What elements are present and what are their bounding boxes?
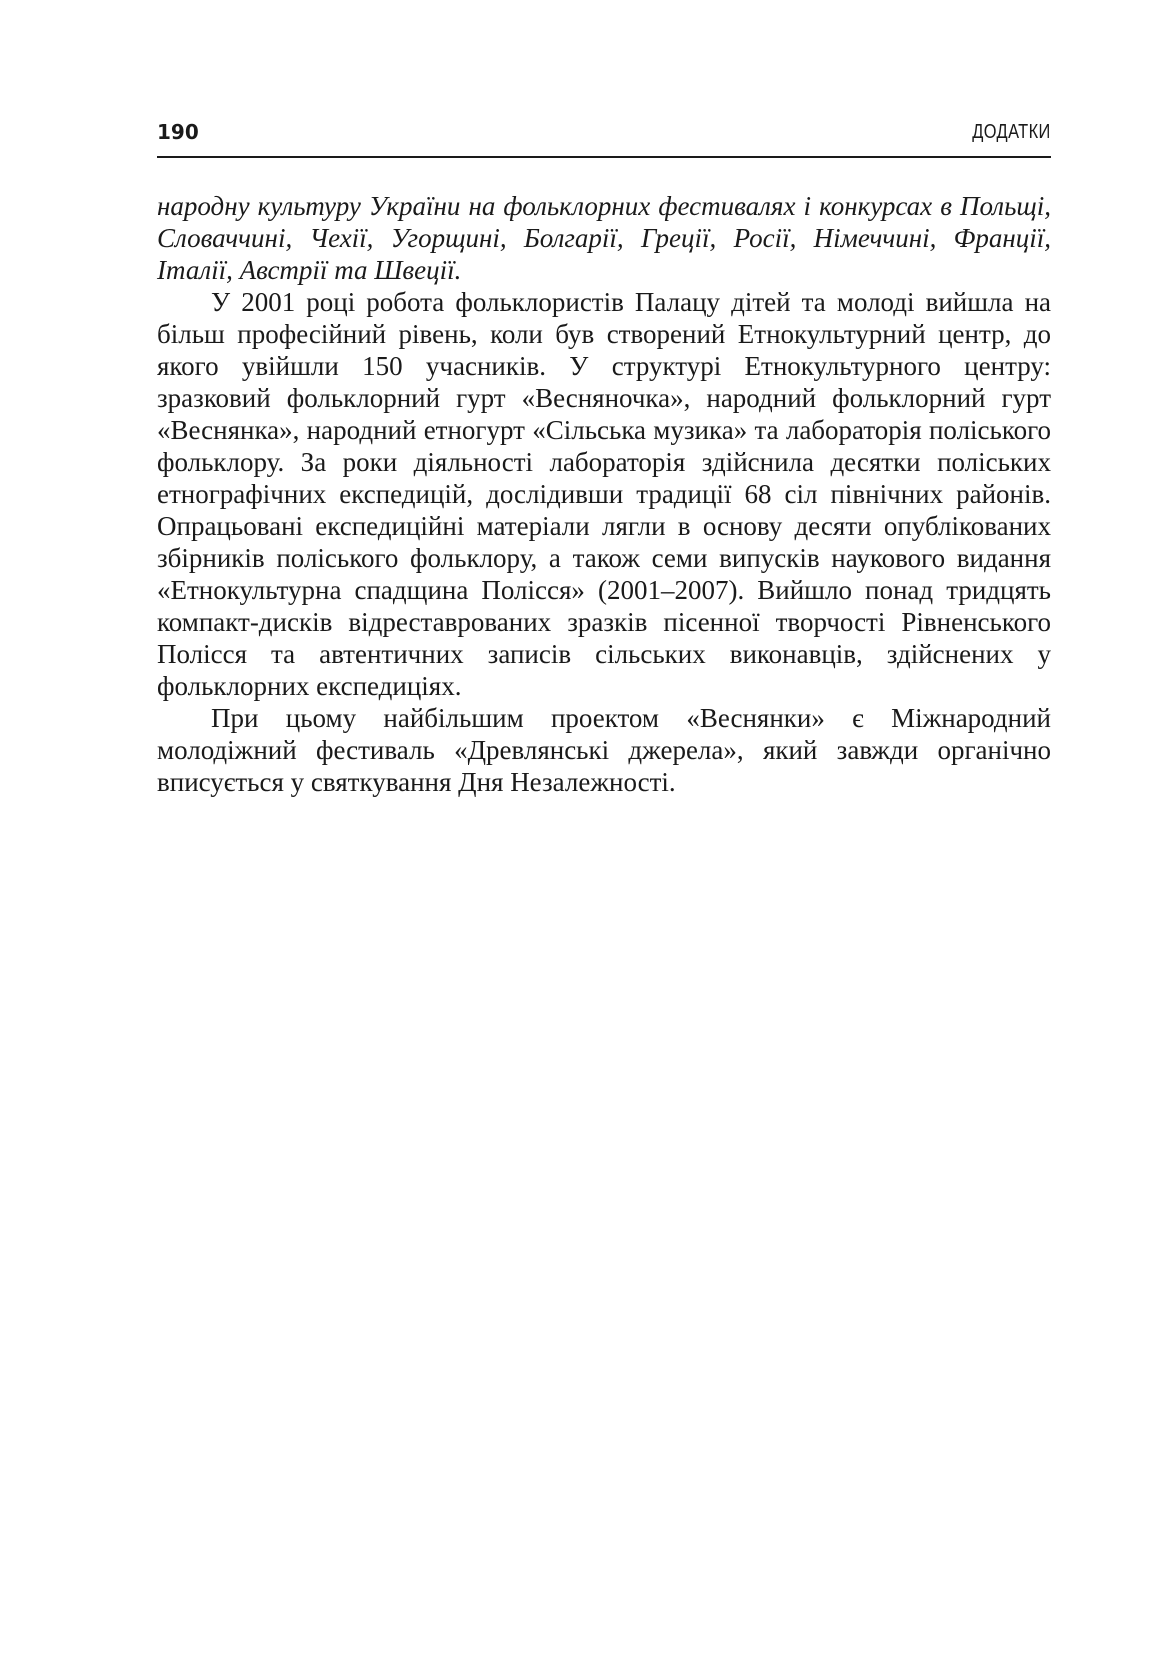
- page-number: 190: [157, 120, 199, 144]
- paragraph-italic-continuation: народну культуру України на фольклорних фестивалях і конкурсах в Польщі, Словаччині, Чехії, Угорщині, Болгарії, Греції, Росії, Німеччині, Франції, Італії, Австрії та Швеції.: [157, 191, 1051, 285]
- paragraph-ethnocultural-center: У 2001 році робота фольклористів Палацу дітей та молоді вийшла на більш професійний рівень, коли був створений Етнокультурний центр, до якого увійшли 150 учасників. У структурі Етнокультурного центру: зразковий фольклорний гурт «Весняночка», народний фольклорний гурт «Веснянка», народний етногурт «Сільська музика» та лабораторія поліського фольклору. За роки діяльності лабораторія здійснила десятки поліських етнографічних експедицій, дослідивши традиції 68 сіл північних районів. Опрацьовані експедиційні матеріали лягли в основу десяти опублікованих збірників поліського фольклору, а також семи випусків наукового видання «Етнокультурна спадщина Полісся» (2001–2007). Вийшло понад тридцять компакт-дисків відреставрованих зразків пісенної творчості Рівненського Полісся та автентичних записів сільських виконавців, здійснених у фольклорних експедиціях.: [157, 287, 1051, 701]
- page-body: [157, 190, 1051, 798]
- page-header: [157, 118, 1051, 158]
- paragraph-festival: При цьому найбільшим проектом «Веснянки» є Міжнародний молодіжний фестиваль «Древлянські джерела», який завжди органічно вписується у святкування Дня Незалежності.: [157, 703, 1051, 797]
- running-title: ДОДАТКИ: [972, 121, 1051, 143]
